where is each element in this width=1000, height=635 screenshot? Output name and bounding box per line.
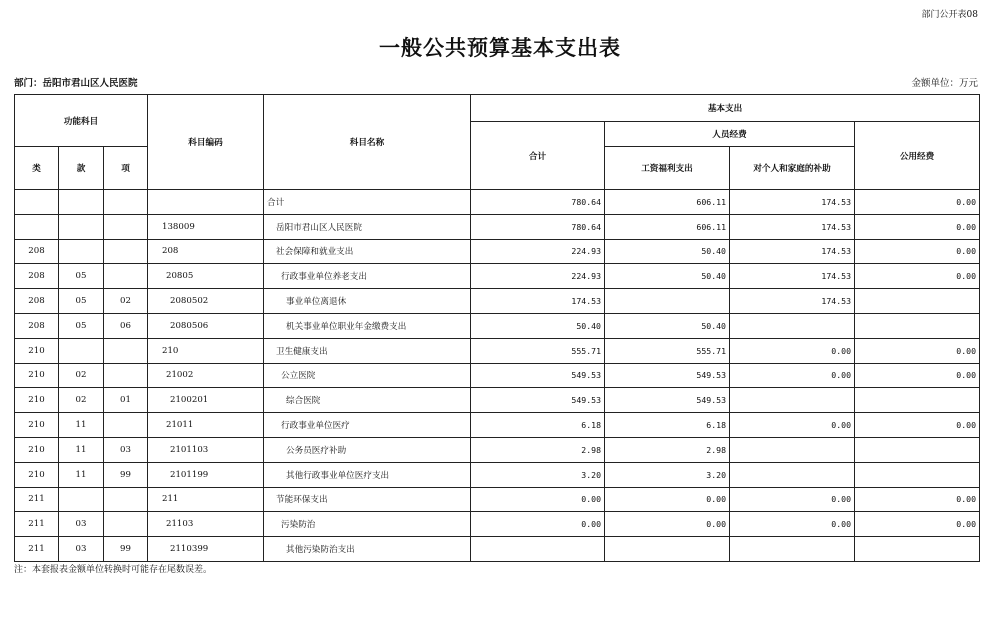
header-lei: 类 [15, 147, 59, 190]
table-row [15, 190, 980, 215]
table-row [15, 437, 980, 462]
cell-individual-subsidy [730, 537, 855, 562]
cell-public-expense: 0.00 [855, 239, 980, 264]
footnote: 注：本套报表金额单位转换时可能存在尾数误差。 [14, 565, 213, 575]
cell-subject-name: 行政事业单位医疗 [264, 413, 471, 438]
cell-total: 555.71 [471, 338, 605, 363]
cell-individual-subsidy: 174.53 [730, 214, 855, 239]
cell-individual-subsidy: 174.53 [730, 264, 855, 289]
cell-total: 0.00 [471, 487, 605, 512]
cell-individual-subsidy: 0.00 [730, 487, 855, 512]
header-salary-welfare: 工资福利支出 [605, 147, 730, 190]
cell-total: 549.53 [471, 388, 605, 413]
cell-individual-subsidy: 0.00 [730, 413, 855, 438]
cell-kuan: 11 [59, 413, 104, 438]
cell-individual-subsidy [730, 388, 855, 413]
cell-xiang: 02 [104, 289, 148, 314]
cell-lei: 211 [15, 537, 59, 562]
cell-lei: 210 [15, 437, 59, 462]
cell-lei: 208 [15, 264, 59, 289]
cell-subject-code: 208 [148, 239, 264, 264]
cell-subject-name: 行政事业单位养老支出 [264, 264, 471, 289]
cell-subject-name: 公务员医疗补助 [264, 437, 471, 462]
table-row [15, 487, 980, 512]
cell-individual-subsidy: 0.00 [730, 512, 855, 537]
cell-subject-code [148, 190, 264, 215]
cell-total: 3.20 [471, 462, 605, 487]
cell-lei: 210 [15, 462, 59, 487]
cell-xiang [104, 239, 148, 264]
cell-subject-code: 2101199 [148, 462, 264, 487]
table-row [15, 338, 980, 363]
cell-subject-code: 21103 [148, 512, 264, 537]
cell-kuan: 03 [59, 537, 104, 562]
cell-lei: 208 [15, 239, 59, 264]
table-row [15, 413, 980, 438]
cell-total: 224.93 [471, 239, 605, 264]
cell-subject-name: 事业单位离退休 [264, 289, 471, 314]
cell-lei: 210 [15, 338, 59, 363]
cell-kuan [59, 214, 104, 239]
cell-subject-name: 综合医院 [264, 388, 471, 413]
cell-public-expense [855, 462, 980, 487]
page-title: 一般公共预算基本支出表 [379, 36, 621, 60]
cell-xiang [104, 512, 148, 537]
cell-kuan: 11 [59, 437, 104, 462]
cell-salary-welfare: 606.11 [605, 190, 730, 215]
cell-subject-name: 岳阳市君山区人民医院 [264, 214, 471, 239]
cell-kuan: 05 [59, 264, 104, 289]
cell-salary-welfare: 555.71 [605, 338, 730, 363]
cell-lei: 210 [15, 388, 59, 413]
table-row [15, 462, 980, 487]
cell-salary-welfare: 0.00 [605, 512, 730, 537]
cell-xiang: 99 [104, 537, 148, 562]
cell-xiang [104, 363, 148, 388]
table-row [15, 537, 980, 562]
cell-public-expense: 0.00 [855, 487, 980, 512]
cell-lei [15, 214, 59, 239]
cell-kuan: 02 [59, 363, 104, 388]
cell-subject-code: 2110399 [148, 537, 264, 562]
cell-total: 2.98 [471, 437, 605, 462]
cell-total: 0.00 [471, 512, 605, 537]
table-row [15, 512, 980, 537]
cell-subject-code: 20805 [148, 264, 264, 289]
cell-total: 6.18 [471, 413, 605, 438]
cell-subject-name: 污染防治 [264, 512, 471, 537]
header-xiang: 项 [104, 147, 148, 190]
cell-subject-name: 卫生健康支出 [264, 338, 471, 363]
cell-lei: 208 [15, 313, 59, 338]
cell-subject-code: 2080502 [148, 289, 264, 314]
cell-total: 50.40 [471, 313, 605, 338]
cell-individual-subsidy [730, 462, 855, 487]
cell-subject-name: 机关事业单位职业年金缴费支出 [264, 313, 471, 338]
cell-individual-subsidy: 174.53 [730, 239, 855, 264]
cell-xiang [104, 338, 148, 363]
cell-total: 224.93 [471, 264, 605, 289]
cell-kuan [59, 487, 104, 512]
cell-subject-code: 211 [148, 487, 264, 512]
department-label: 部门：岳阳市君山区人民医院 [14, 78, 138, 89]
table-row [15, 388, 980, 413]
cell-subject-code: 21011 [148, 413, 264, 438]
cell-subject-code: 2101103 [148, 437, 264, 462]
cell-xiang [104, 413, 148, 438]
cell-salary-welfare [605, 537, 730, 562]
cell-xiang [104, 190, 148, 215]
header-public-expense: 公用经费 [855, 122, 980, 190]
cell-individual-subsidy: 0.00 [730, 363, 855, 388]
cell-total: 174.53 [471, 289, 605, 314]
cell-subject-name: 其他污染防治支出 [264, 537, 471, 562]
cell-salary-welfare: 50.40 [605, 264, 730, 289]
cell-subject-name: 节能环保支出 [264, 487, 471, 512]
cell-kuan [59, 190, 104, 215]
table-row [15, 289, 980, 314]
cell-salary-welfare: 606.11 [605, 214, 730, 239]
cell-subject-code: 138009 [148, 214, 264, 239]
cell-xiang [104, 487, 148, 512]
cell-total: 549.53 [471, 363, 605, 388]
cell-salary-welfare [605, 289, 730, 314]
cell-public-expense: 0.00 [855, 363, 980, 388]
header-individual-subsidy: 对个人和家庭的补助 [730, 147, 855, 190]
cell-individual-subsidy [730, 313, 855, 338]
cell-kuan: 05 [59, 313, 104, 338]
cell-lei [15, 190, 59, 215]
cell-total: 780.64 [471, 214, 605, 239]
budget-table [14, 94, 980, 562]
cell-salary-welfare: 549.53 [605, 388, 730, 413]
cell-xiang: 06 [104, 313, 148, 338]
cell-public-expense [855, 437, 980, 462]
header-subject-code: 科目编码 [148, 95, 264, 190]
cell-individual-subsidy: 174.53 [730, 289, 855, 314]
cell-subject-code: 2080506 [148, 313, 264, 338]
cell-individual-subsidy [730, 437, 855, 462]
cell-xiang: 01 [104, 388, 148, 413]
cell-kuan: 03 [59, 512, 104, 537]
cell-subject-code: 21002 [148, 363, 264, 388]
cell-subject-name: 公立医院 [264, 363, 471, 388]
cell-total [471, 537, 605, 562]
header-func-subject: 功能科目 [15, 95, 148, 147]
cell-individual-subsidy: 0.00 [730, 338, 855, 363]
table-row [15, 239, 980, 264]
table-row [15, 264, 980, 289]
cell-public-expense: 0.00 [855, 512, 980, 537]
cell-kuan: 11 [59, 462, 104, 487]
cell-total: 780.64 [471, 190, 605, 215]
header-kuan: 款 [59, 147, 104, 190]
table-row [15, 313, 980, 338]
cell-salary-welfare: 0.00 [605, 487, 730, 512]
cell-salary-welfare: 3.20 [605, 462, 730, 487]
cell-subject-code: 210 [148, 338, 264, 363]
header-basic-expense: 基本支出 [471, 95, 980, 122]
cell-lei: 211 [15, 487, 59, 512]
cell-subject-name: 合计 [264, 190, 471, 215]
cell-public-expense: 0.00 [855, 338, 980, 363]
cell-kuan [59, 239, 104, 264]
cell-lei: 211 [15, 512, 59, 537]
cell-salary-welfare: 6.18 [605, 413, 730, 438]
unit-label: 金额单位：万元 [911, 78, 978, 89]
cell-subject-name: 社会保障和就业支出 [264, 239, 471, 264]
cell-public-expense: 0.00 [855, 264, 980, 289]
cell-lei: 208 [15, 289, 59, 314]
cell-xiang [104, 264, 148, 289]
cell-public-expense [855, 388, 980, 413]
cell-public-expense [855, 537, 980, 562]
cell-subject-name: 其他行政事业单位医疗支出 [264, 462, 471, 487]
cell-xiang [104, 214, 148, 239]
cell-salary-welfare: 50.40 [605, 239, 730, 264]
cell-public-expense [855, 289, 980, 314]
cell-lei: 210 [15, 363, 59, 388]
cell-xiang: 99 [104, 462, 148, 487]
cell-kuan: 02 [59, 388, 104, 413]
cell-lei: 210 [15, 413, 59, 438]
cell-salary-welfare: 549.53 [605, 363, 730, 388]
cell-subject-code: 2100201 [148, 388, 264, 413]
cell-individual-subsidy: 174.53 [730, 190, 855, 215]
table-row [15, 363, 980, 388]
cell-xiang: 03 [104, 437, 148, 462]
cell-public-expense: 0.00 [855, 214, 980, 239]
cell-kuan: 05 [59, 289, 104, 314]
cell-kuan [59, 338, 104, 363]
cell-public-expense [855, 313, 980, 338]
cell-salary-welfare: 50.40 [605, 313, 730, 338]
header-total: 合计 [471, 122, 605, 190]
table-row [15, 214, 980, 239]
header-subject-name: 科目名称 [264, 95, 471, 190]
cell-public-expense: 0.00 [855, 190, 980, 215]
cell-public-expense: 0.00 [855, 413, 980, 438]
header-personnel: 人员经费 [605, 122, 855, 147]
page-code: 部门公开表08 [921, 10, 978, 20]
cell-salary-welfare: 2.98 [605, 437, 730, 462]
